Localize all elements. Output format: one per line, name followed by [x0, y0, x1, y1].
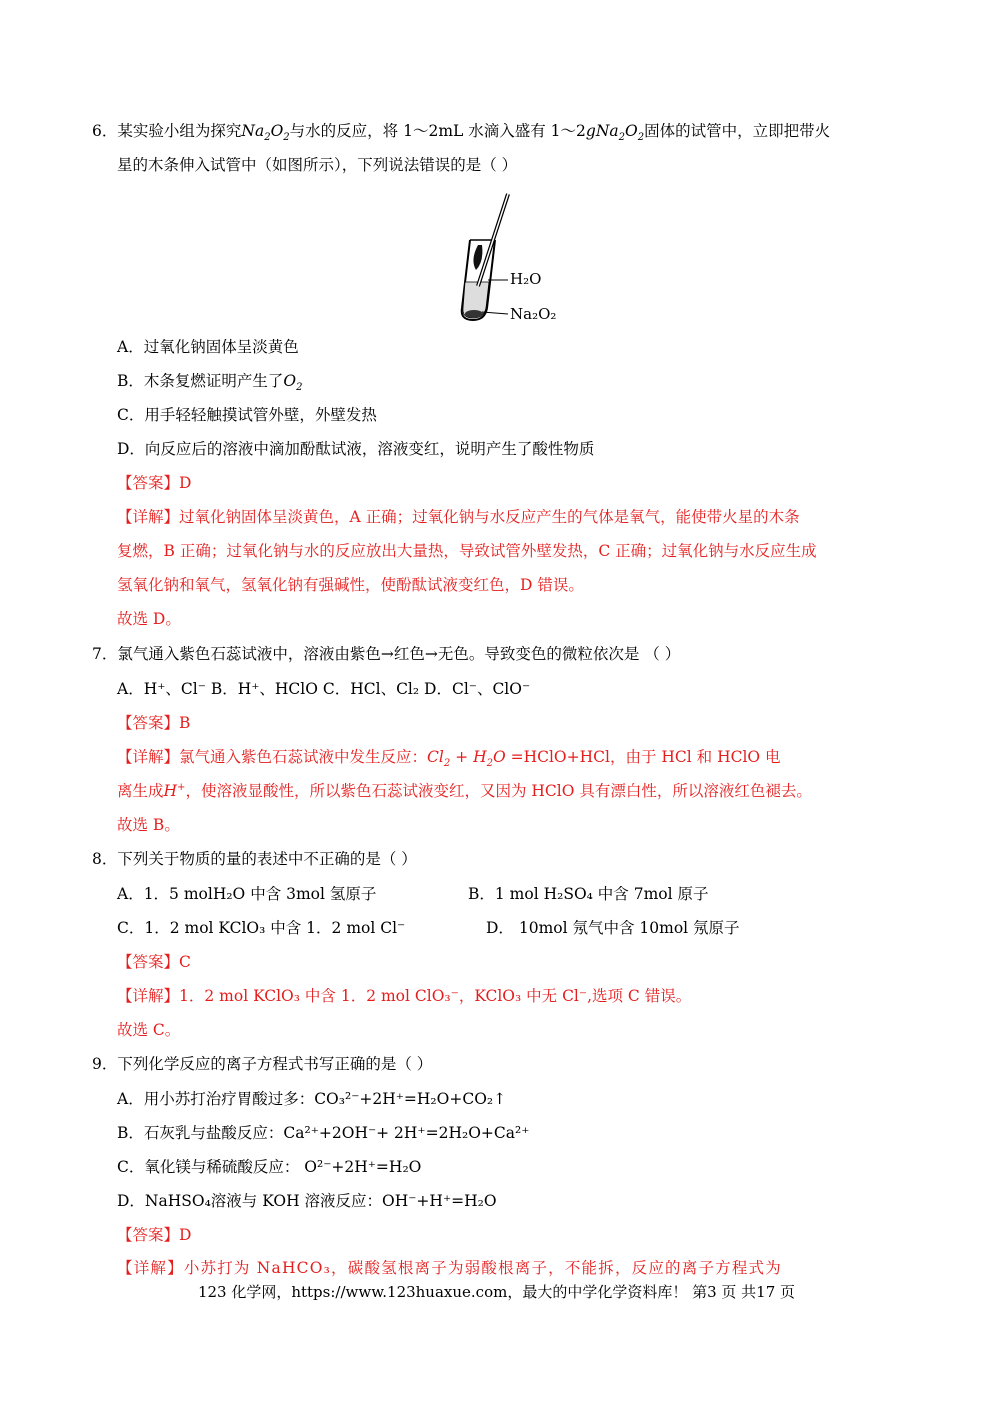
q6-option-a: A．过氧化钠固体呈淡黄色 — [117, 338, 299, 356]
q8-detail: 【详解】1．2 mol KClO₃ 中含 1．2 mol ClO₃⁻，KClO₃ 中无 Cl⁻,选项 C 错误。 — [117, 987, 692, 1005]
q6-detail-line2: 复燃，B 正确；过氧化钠与水的反应放出大量热，导致试管外壁发热，C 正确；过氧化钠与水反应生成 — [117, 542, 817, 560]
q8-option-d: D． 10mol 氖气中含 10mol 氖原子 — [486, 919, 740, 937]
q9-detail: 【详解】小苏打为 NaHCO₃，碳酸氢根离子为弱酸根离子，不能拆，反应的离子方程式为 — [117, 1259, 782, 1277]
q6-detail-line3: 氢氧化钠和氧气，氢氧化钠有强碱性，使酚酞试液变红色，D 错误。 — [117, 576, 584, 594]
q9-stem: 9．下列化学反应的离子方程式书写正确的是（ ） — [92, 1055, 433, 1073]
q9-answer: 【答案】D — [117, 1226, 192, 1244]
formula-na2o2: $Na_2O_2$ — [241, 122, 290, 144]
q8-option-a: A．1．5 molH₂O 中含 3mol 氢原子 — [117, 885, 377, 903]
q7-detail-line2: 离生成H+，使溶液显酸性，所以紫色石蕊试液变红，又因为 HClO 具有漂白性，所以溶液红色褪去。 — [117, 781, 812, 800]
q9-option-a: A．用小苏打治疗胃酸过多：CO₃²⁻+2H⁺=H₂O+CO₂↑ — [117, 1090, 507, 1108]
q8-option-b: B．1 mol H₂SO₄ 中含 7mol 原子 — [468, 885, 709, 903]
formula-o2: $O_2$ — [283, 372, 303, 394]
q6-option-d: D．向反应后的溶液中滴加酚酞试液，溶液变红，说明产生了酸性物质 — [117, 440, 595, 458]
q8-stem: 8．下列关于物质的量的表述中不正确的是（ ） — [92, 850, 417, 868]
q9-option-b: B．石灰乳与盐酸反应：Ca²⁺+2OH⁻+ 2H⁺=2H₂O+Ca²⁺ — [117, 1124, 530, 1142]
q8-option-c: C．1．2 mol KClO₃ 中含 1．2 mol Cl⁻ — [117, 919, 406, 937]
formula-h-plus: H+ — [163, 781, 186, 800]
label-h2o: H₂O — [510, 270, 542, 288]
q6-option-c: C．用手轻轻触摸试管外壁，外壁发热 — [117, 406, 377, 424]
label-na2o2: Na₂O₂ — [510, 305, 557, 323]
q6-stem-line1: 6．某实验小组为探究$Na_2O_2$与水的反应，将 1～2mL 水滴入盛有 $1\sim 2gNa_2O_2$固体的试管中，立即把带火 — [92, 122, 831, 144]
q7-answer: 【答案】B — [117, 714, 191, 732]
q7-conclusion: 故选 B。 — [117, 816, 180, 834]
q9-option-c: C．氧化镁与稀硫酸反应： O²⁻+2H⁺=H₂O — [117, 1158, 422, 1176]
q9-option-d: D．NaHSO₄溶液与 KOH 溶液反应：OH⁻+H⁺=H₂O — [117, 1192, 497, 1210]
q6-stem-line2: 星的木条伸入试管中（如图所示），下列说法错误的是（ ） — [117, 156, 518, 174]
page-footer: 123 化学网，https://www.123huaxue.com，最大的中学化学资料库！ 第3 页 共17 页 — [197, 1283, 796, 1301]
q7-options: A．H⁺、Cl⁻ B．H⁺、HClO C．HCl、Cl₂ D．Cl⁻、ClO⁻ — [117, 680, 531, 698]
q7-stem: 7．氯气通入紫色石蕊试液中，溶液由紫色→红色→无色。导致变色的微粒依次是 （ ） — [92, 645, 681, 663]
q6-answer: 【答案】D — [117, 474, 192, 492]
formula-g-na2o2: $gNa_2O_2$ — [585, 122, 645, 144]
q6-option-b: B．木条复燃证明产生了$O_2$ — [117, 372, 303, 394]
q8-conclusion: 故选 C。 — [117, 1021, 181, 1039]
test-tube-figure — [440, 190, 580, 330]
q7-detail-line1: 【详解】氯气通入紫色石蕊试液中发生反应：$Cl_2 + H_2O$ =HClO+HCl，由于 HCl 和 HClO 电 — [117, 748, 781, 770]
formula-cl2-h2o: $Cl_2 + H_2O$ — [427, 748, 511, 770]
q8-answer: 【答案】C — [117, 953, 191, 971]
q6-detail-line1: 【详解】过氧化钠固体呈淡黄色，A 正确；过氧化钠与水反应产生的气体是氧气，能使带火星的木条 — [117, 508, 800, 526]
q6-conclusion: 故选 D。 — [117, 610, 181, 628]
